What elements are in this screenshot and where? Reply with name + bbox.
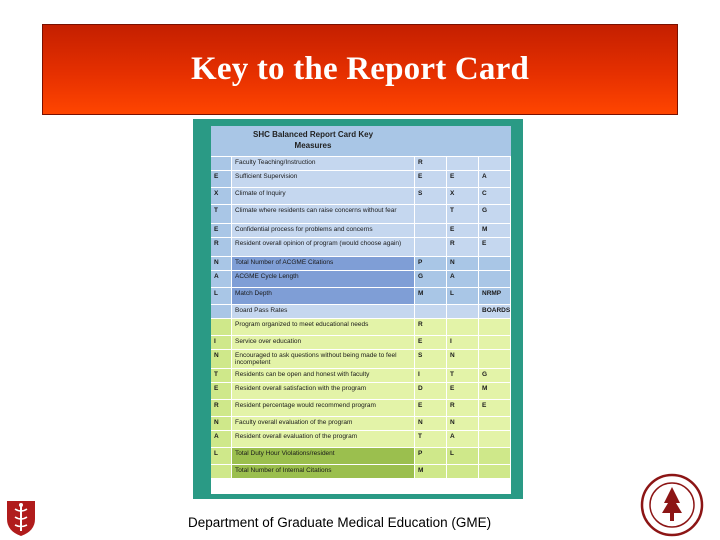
internal-cell-c2 bbox=[447, 430, 479, 447]
external-cell-c2 bbox=[447, 170, 479, 187]
internal-cell-c2 bbox=[447, 382, 479, 399]
external-cell-left bbox=[211, 270, 232, 287]
external-cell-text: L bbox=[450, 290, 454, 297]
external-cell-c2 bbox=[447, 204, 479, 223]
internal-cell-text: I bbox=[418, 371, 420, 378]
external-cell-measure bbox=[232, 270, 415, 287]
external-cell-left bbox=[211, 156, 232, 170]
caduceus-shield-icon bbox=[4, 497, 38, 537]
external-cell-measure bbox=[232, 256, 415, 270]
external-cell-c2 bbox=[447, 187, 479, 204]
external-cell-c3 bbox=[479, 187, 511, 204]
external-cell-measure bbox=[232, 287, 415, 304]
external-cell-left bbox=[211, 204, 232, 223]
external-cell-c3 bbox=[479, 204, 511, 223]
internal-cell-text: Service over education bbox=[235, 338, 302, 345]
external-cell-c2 bbox=[447, 237, 479, 256]
internal-cell-measure bbox=[232, 318, 415, 335]
external-cell-c2 bbox=[447, 256, 479, 270]
external-cell-text: Resident overall opinion of program (would choose again) bbox=[235, 240, 402, 247]
internal-row bbox=[211, 416, 511, 430]
internal-cell-text: T bbox=[418, 433, 422, 440]
internal-cell-text: G bbox=[482, 371, 488, 378]
internal-cell-c3 bbox=[479, 382, 511, 399]
external-cell-text: E bbox=[214, 226, 219, 233]
internal-cell-c1 bbox=[415, 416, 447, 430]
external-cell-text: Board Pass Rates bbox=[235, 307, 288, 314]
internal-cell-left bbox=[211, 416, 232, 430]
external-cell-text: N bbox=[450, 259, 455, 266]
external-row bbox=[211, 187, 511, 204]
external-cell-c2 bbox=[447, 156, 479, 170]
internal-cell-text: Encouraged to ask questions without being made to feel incompetent bbox=[235, 352, 397, 366]
internal-cell-text: E bbox=[214, 385, 219, 392]
external-cell-text: M bbox=[482, 226, 488, 233]
internal-cell-text: E bbox=[450, 385, 455, 392]
internal-cell-c3 bbox=[479, 335, 511, 349]
internal-cell-text: Program organized to meet educational needs bbox=[235, 321, 369, 328]
external-cell-text: Match Depth bbox=[235, 290, 272, 297]
internal-cell-c1 bbox=[415, 447, 447, 464]
internal-cell-text: N bbox=[214, 352, 219, 359]
internal-row bbox=[211, 368, 511, 382]
external-cell-c3 bbox=[479, 256, 511, 270]
external-row bbox=[211, 223, 511, 237]
key-title-spacer bbox=[415, 126, 511, 156]
report-card-key-image bbox=[193, 119, 523, 499]
external-cell-c1 bbox=[415, 237, 447, 256]
external-cell-text: G bbox=[482, 207, 488, 214]
external-cell-c3 bbox=[479, 287, 511, 304]
internal-cell-c3 bbox=[479, 416, 511, 430]
external-cell-c1 bbox=[415, 204, 447, 223]
internal-cell-text: L bbox=[214, 450, 218, 457]
external-cell-text: Climate of Inquiry bbox=[235, 190, 286, 197]
external-cell-text: A bbox=[482, 173, 487, 180]
internal-cell-text: E bbox=[418, 338, 423, 345]
internal-cell-left bbox=[211, 368, 232, 382]
internal-cell-text: N bbox=[450, 352, 455, 359]
external-cell-text: Confidential process for problems and concerns bbox=[235, 226, 373, 233]
external-cell-text: X bbox=[214, 190, 219, 197]
external-cell-measure bbox=[232, 304, 415, 318]
internal-cell-text: I bbox=[214, 338, 216, 345]
internal-cell-c1 bbox=[415, 382, 447, 399]
internal-row bbox=[211, 447, 511, 464]
external-cell-text: S bbox=[418, 190, 423, 197]
internal-cell-text: Residents can be open and honest with faculty bbox=[235, 371, 370, 378]
internal-cell-left bbox=[211, 464, 232, 478]
external-cell-c2 bbox=[447, 304, 479, 318]
internal-cell-c1 bbox=[415, 399, 447, 416]
external-cell-measure bbox=[232, 237, 415, 256]
external-cell-c1 bbox=[415, 256, 447, 270]
external-cell-text: A bbox=[450, 273, 455, 280]
internal-cell-c2 bbox=[447, 464, 479, 478]
footer-department: Department of Graduate Medical Education (GME) bbox=[188, 515, 492, 530]
external-row bbox=[211, 204, 511, 223]
internal-cell-text: M bbox=[482, 385, 488, 392]
internal-cell-text: P bbox=[418, 450, 423, 457]
internal-cell-left bbox=[211, 335, 232, 349]
internal-cell-text: Resident percentage would recommend program bbox=[235, 402, 376, 409]
external-cell-c1 bbox=[415, 270, 447, 287]
external-cell-text: G bbox=[418, 273, 424, 280]
external-cell-text: Total Number of ACGME Citations bbox=[235, 259, 334, 266]
external-cell-c1 bbox=[415, 156, 447, 170]
internal-cell-text: E bbox=[482, 402, 487, 409]
external-cell-measure bbox=[232, 223, 415, 237]
internal-cell-text: Resident overall satisfaction with the program bbox=[235, 385, 367, 392]
internal-row bbox=[211, 318, 511, 335]
external-cell-text: R bbox=[418, 159, 423, 166]
internal-cell-measure bbox=[232, 368, 415, 382]
external-cell-measure bbox=[232, 170, 415, 187]
external-row bbox=[211, 270, 511, 287]
external-row bbox=[211, 256, 511, 270]
key-title bbox=[211, 126, 415, 156]
external-cell-c2 bbox=[447, 270, 479, 287]
external-cell-c3 bbox=[479, 270, 511, 287]
external-cell-c1 bbox=[415, 223, 447, 237]
external-cell-text: M bbox=[418, 290, 424, 297]
internal-cell-left bbox=[211, 430, 232, 447]
external-cell-text: R bbox=[450, 240, 455, 247]
internal-cell-c2 bbox=[447, 318, 479, 335]
external-cell-text: L bbox=[214, 290, 218, 297]
internal-cell-left bbox=[211, 382, 232, 399]
slide-title: Key to the Report Card bbox=[191, 51, 529, 87]
key-title-line1: SHC Balanced Report Card Key bbox=[252, 130, 374, 139]
internal-cell-c1 bbox=[415, 318, 447, 335]
internal-cell-c1 bbox=[415, 349, 447, 368]
internal-cell-c3 bbox=[479, 430, 511, 447]
internal-cell-c1 bbox=[415, 430, 447, 447]
internal-cell-text: D bbox=[418, 385, 423, 392]
external-row bbox=[211, 156, 511, 170]
external-cell-left bbox=[211, 223, 232, 237]
internal-cell-left bbox=[211, 447, 232, 464]
external-cell-text: E bbox=[482, 240, 487, 247]
internal-cell-text: I bbox=[450, 338, 452, 345]
internal-cell-left bbox=[211, 318, 232, 335]
internal-cell-c2 bbox=[447, 335, 479, 349]
internal-cell-c2 bbox=[447, 399, 479, 416]
external-row bbox=[211, 237, 511, 256]
internal-cell-text: Faculty overall evaluation of the program bbox=[235, 419, 353, 426]
internal-cell-measure bbox=[232, 399, 415, 416]
internal-cell-measure bbox=[232, 416, 415, 430]
internal-cell-c1 bbox=[415, 335, 447, 349]
external-cell-measure bbox=[232, 156, 415, 170]
internal-row bbox=[211, 335, 511, 349]
internal-row bbox=[211, 382, 511, 399]
internal-cell-c2 bbox=[447, 368, 479, 382]
external-cell-left bbox=[211, 237, 232, 256]
external-cell-c2 bbox=[447, 223, 479, 237]
external-cell-measure bbox=[232, 187, 415, 204]
external-cell-c3 bbox=[479, 223, 511, 237]
external-cell-text: Faculty Teaching/Instruction bbox=[235, 159, 316, 166]
internal-cell-c3 bbox=[479, 399, 511, 416]
external-cell-c3 bbox=[479, 304, 511, 318]
external-cell-left bbox=[211, 187, 232, 204]
internal-cell-c1 bbox=[415, 368, 447, 382]
internal-cell-c2 bbox=[447, 416, 479, 430]
internal-cell-measure bbox=[232, 464, 415, 478]
external-cell-text: T bbox=[214, 207, 218, 214]
external-cell-left bbox=[211, 170, 232, 187]
external-cell-c1 bbox=[415, 187, 447, 204]
internal-cell-left bbox=[211, 349, 232, 368]
external-cell-text: R bbox=[214, 240, 219, 247]
internal-cell-text: N bbox=[450, 419, 455, 426]
internal-cell-text: A bbox=[214, 433, 219, 440]
external-cell-text: Climate where residents can raise concerns without fear bbox=[235, 207, 397, 214]
internal-cell-text: R bbox=[214, 402, 219, 409]
internal-cell-text: S bbox=[418, 352, 423, 359]
external-cell-c1 bbox=[415, 287, 447, 304]
internal-row bbox=[211, 349, 511, 368]
internal-cell-measure bbox=[232, 430, 415, 447]
internal-cell-left bbox=[211, 399, 232, 416]
internal-cell-measure bbox=[232, 335, 415, 349]
external-row bbox=[211, 287, 511, 304]
external-cell-c3 bbox=[479, 156, 511, 170]
external-cell-measure bbox=[232, 204, 415, 223]
internal-cell-text: R bbox=[450, 402, 455, 409]
internal-cell-measure bbox=[232, 382, 415, 399]
external-cell-text: E bbox=[450, 173, 455, 180]
external-cell-text: C bbox=[482, 190, 487, 197]
external-cell-c1 bbox=[415, 170, 447, 187]
external-cell-text: BOARDS bbox=[482, 307, 511, 314]
internal-cell-text: N bbox=[214, 419, 219, 426]
internal-cell-c3 bbox=[479, 447, 511, 464]
internal-cell-text: L bbox=[450, 450, 454, 457]
external-cell-text: E bbox=[418, 173, 423, 180]
internal-cell-measure bbox=[232, 349, 415, 368]
internal-cell-text: R bbox=[418, 321, 423, 328]
internal-row bbox=[211, 430, 511, 447]
internal-cell-text: A bbox=[450, 433, 455, 440]
internal-row bbox=[211, 399, 511, 416]
internal-cell-text: T bbox=[214, 371, 218, 378]
external-cell-text: NRMP bbox=[482, 290, 502, 297]
external-cell-text: X bbox=[450, 190, 455, 197]
external-cell-c3 bbox=[479, 237, 511, 256]
internal-cell-c2 bbox=[447, 349, 479, 368]
internal-cell-text: T bbox=[450, 371, 454, 378]
external-cell-text: Sufficient Supervision bbox=[235, 173, 298, 180]
internal-cell-text: M bbox=[418, 467, 424, 474]
slide-title-bar bbox=[42, 24, 678, 115]
internal-cell-c1 bbox=[415, 464, 447, 478]
external-cell-text: P bbox=[418, 259, 423, 266]
external-cell-text: N bbox=[214, 259, 219, 266]
internal-cell-c3 bbox=[479, 349, 511, 368]
internal-cell-c3 bbox=[479, 464, 511, 478]
internal-cell-c3 bbox=[479, 318, 511, 335]
internal-cell-text: N bbox=[418, 419, 423, 426]
internal-cell-c3 bbox=[479, 368, 511, 382]
external-cell-text: E bbox=[214, 173, 219, 180]
internal-cell-text: E bbox=[418, 402, 423, 409]
internal-cell-text: Total Number of Internal Citations bbox=[235, 467, 332, 474]
external-row bbox=[211, 170, 511, 187]
external-cell-text: T bbox=[450, 207, 454, 214]
external-cell-text: A bbox=[214, 273, 219, 280]
university-seal-icon bbox=[636, 473, 708, 537]
external-cell-c2 bbox=[447, 287, 479, 304]
external-cell-left bbox=[211, 304, 232, 318]
internal-row bbox=[211, 464, 511, 478]
external-cell-left bbox=[211, 256, 232, 270]
report-card-key-table bbox=[211, 126, 511, 494]
internal-cell-measure bbox=[232, 447, 415, 464]
external-cell-text: ACGME Cycle Length bbox=[235, 273, 299, 280]
external-cell-text: E bbox=[450, 226, 455, 233]
key-title-line2: Measures bbox=[294, 141, 332, 150]
external-cell-left bbox=[211, 287, 232, 304]
internal-cell-text: Resident overall evaluation of the program bbox=[235, 433, 358, 440]
internal-cell-c2 bbox=[447, 447, 479, 464]
external-cell-c3 bbox=[479, 170, 511, 187]
internal-cell-text: Total Duty Hour Violations/resident bbox=[235, 450, 335, 457]
external-row bbox=[211, 304, 511, 318]
external-cell-c1 bbox=[415, 304, 447, 318]
